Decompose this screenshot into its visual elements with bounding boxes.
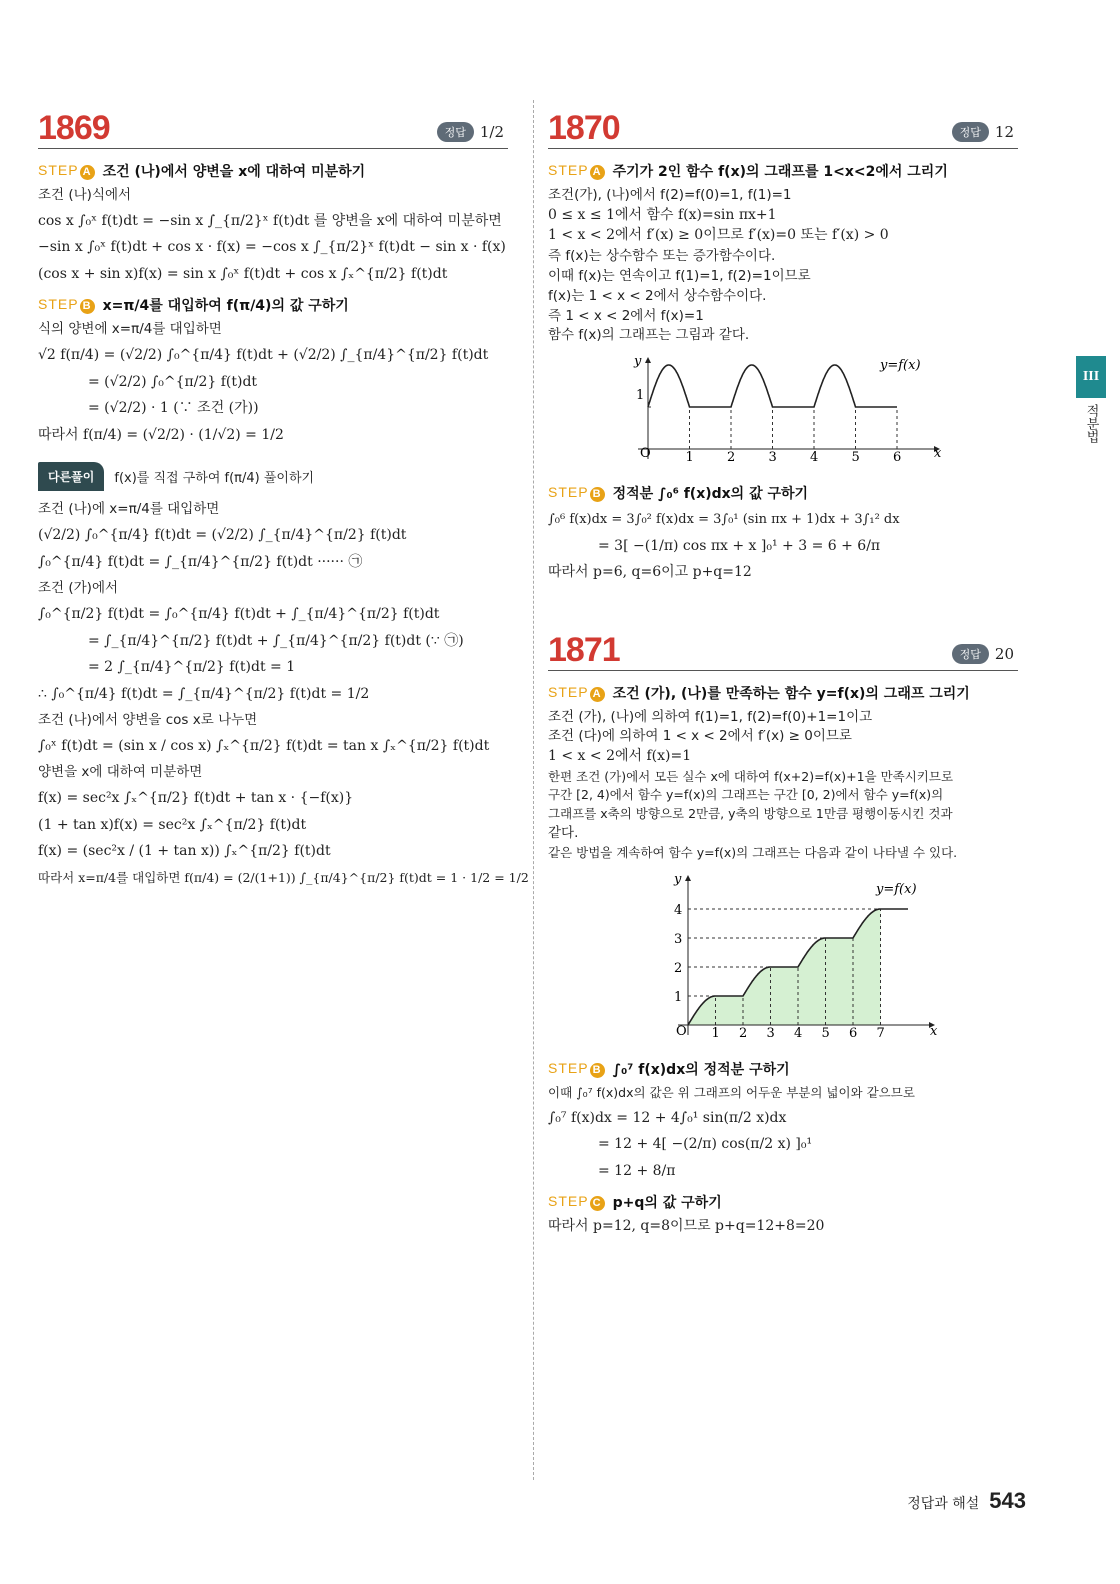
step-badge: C [590, 1196, 605, 1211]
equation-line: = 2 ∫_{π/4}^{π/2} f(t)dt = 1 [88, 659, 296, 675]
text-line: 이때 ∫₀⁷ f(x)dx의 값은 위 그래프의 어두운 부분의 넓이와 같으므로 [548, 1085, 915, 1101]
answer-value: 12 [994, 123, 1014, 141]
step-a-body [548, 709, 1018, 861]
x-axis-label: x [930, 1024, 938, 1040]
step-title: 주기가 2인 함수 f(x)의 그래프를 1<x<2에서 그리기 [612, 164, 948, 180]
step-b-header [38, 295, 508, 315]
step-label: STEP B [548, 1060, 605, 1078]
column-divider [533, 100, 534, 1480]
step-title: 조건 (나)에서 양변을 x에 대하여 미분하기 [102, 164, 366, 180]
y-tick-label: 1 [674, 990, 683, 1006]
text-line: 조건 (가)에서 [38, 580, 119, 597]
step-a-body [38, 187, 508, 283]
equation-line: 따라서 p=6, q=6이고 p+q=12 [548, 564, 752, 580]
page-number: 543 [989, 1488, 1026, 1513]
text-line: 조건 (나)에 x=π/4를 대입하면 [38, 501, 220, 518]
equation-line: ∴ ∫₀^{π/4} f(t)dt = ∫_{π/4}^{π/2} f(t)dt = 1/2 [38, 685, 370, 702]
step-b-body [38, 321, 508, 444]
x-tick-label: 1 [711, 1026, 720, 1040]
answer-box [952, 122, 1014, 142]
x-tick-label: 3 [768, 450, 777, 464]
text-line: 같다. [548, 824, 579, 841]
footer-text: 정답과 해설 [907, 1496, 980, 1512]
x-tick-label: 2 [727, 450, 736, 464]
y-tick-label: 3 [674, 932, 683, 948]
text-line: 함수 f(x)의 그래프는 그림과 같다. [548, 327, 750, 344]
step-function-graph [648, 869, 1068, 1039]
page-footer [907, 1488, 1026, 1514]
x-tick-label: 3 [766, 1026, 775, 1040]
equation-line: ∫₀^{π/4} f(t)dt = ∫_{π/4}^{π/2} f(t)dt ······ ㉠ [38, 553, 363, 570]
step-title: p+q의 값 구하기 [612, 1195, 722, 1212]
step-title: x=π/4를 대입하여 f(π/4)의 값 구하기 [102, 298, 349, 315]
equation-line: ∫₀⁷ f(x)dx = 12 + 4∫₀¹ sin(π/2 x)dx [548, 1109, 787, 1126]
step-b-body [548, 512, 1018, 581]
equation-line: 0 ≤ x ≤ 1에서 함수 f(x)=sin πx+1 [548, 206, 777, 223]
equation-line: 따라서 f(π/4) = (√2/2) · (1/√2) = 1/2 [38, 426, 284, 443]
step-c-body [548, 1218, 1018, 1236]
step-badge: B [590, 1063, 605, 1078]
text-line: 조건 (나)에서 양변을 cos x로 나누면 [38, 712, 258, 728]
equation-line: f(x) = sec²x ∫ₓ^{π/2} f(t)dt + tan x · {−f(x)} [38, 790, 354, 807]
equation-line: −sin x ∫₀ˣ f(t)dt + cos x · f(x) = −cos x ∫_{π/2}ˣ f(t)dt − sin x · f(x) [38, 239, 506, 256]
text-line: 식의 양변에 x=π/4를 대입하면 [38, 321, 222, 338]
answer-box [437, 122, 504, 142]
equation-line: = (√2/2) · 1 (∵ 조건 (가)) [88, 400, 259, 417]
problem-header [548, 100, 1018, 149]
x-tick-label: 5 [851, 450, 860, 464]
step-b-body [548, 1085, 1018, 1180]
x-tick-labels [712, 1026, 885, 1039]
text-line: 조건 (가), (나)에 의하여 f(1)=1, f(2)=f(0)+1=1이고 [548, 708, 873, 725]
alternate-solution-tag: 다른풀이 [38, 462, 104, 491]
step-badge: B [590, 487, 605, 502]
step-b-header [548, 483, 1018, 503]
text-line: 조건 (나)식에서 [38, 187, 132, 203]
guide-lines [648, 407, 897, 449]
text-line: 조건(가), (나)에서 f(2)=f(0)=1, f(1)=1 [548, 187, 792, 203]
equation-line: = 12 + 8/π [598, 1162, 676, 1179]
right-column [548, 100, 1018, 1239]
step-badge: A [590, 687, 605, 702]
x-axis-label: x [934, 446, 942, 462]
curve-label: y=f(x) [876, 882, 917, 898]
chapter-label: 적분법 [1083, 404, 1099, 443]
equation-line: 1 < x < 2에서 f′(x) ≥ 0이므로 f′(x)=0 또는 f′(x) > 0 [548, 227, 889, 244]
text-line: 즉 1 < x < 2에서 f(x)=1 [548, 307, 704, 324]
x-tick-labels [686, 450, 902, 463]
x-tick-label: 4 [810, 450, 819, 464]
problem-1869 [38, 100, 529, 894]
equation-line: cos x ∫₀ˣ f(t)dt = −sin x ∫_{π/2}ˣ f(t)dt 를 양변을 x에 대하여 미분하면 [38, 212, 502, 229]
step-badge: A [590, 165, 605, 180]
answer-value: 1/2 [479, 123, 504, 141]
answer-tag: 정답 [437, 122, 474, 142]
x-tick-label: 5 [821, 1026, 830, 1040]
text-line: 구간 [2, 4)에서 함수 y=f(x)의 그래프는 구간 [0, 2)에서 함수 y=f(x)의 [548, 787, 944, 803]
step-a-body [548, 187, 1018, 344]
text-line: 그래프를 x축의 방향으로 2만큼, y축의 방향으로 1만큼 평행이동시킨 것과 [548, 806, 953, 821]
step-label: STEP C [548, 1193, 605, 1211]
step-title: 조건 (가), (나)를 만족하는 함수 y=f(x)의 그래프 그리기 [612, 685, 970, 702]
text-line: 조건 (다)에 의하여 1 < x < 2에서 f′(x) ≥ 0이므로 [548, 728, 852, 745]
step-a-header [38, 161, 508, 181]
equation-line: 1 < x < 2에서 f(x)=1 [548, 748, 692, 765]
x-tick-label: 6 [893, 450, 902, 464]
function-curve [648, 365, 897, 407]
y-axis-arrow [685, 875, 691, 881]
step-badge: B [80, 299, 95, 314]
equation-line: ∫₀^{π/2} f(t)dt = ∫₀^{π/4} f(t)dt + ∫_{π/4}^{π/2} f(t)dt [38, 606, 440, 622]
y-axis-label: y [674, 872, 682, 888]
y-tick-labels [674, 903, 682, 1005]
problem-1870 [548, 100, 1018, 582]
equation-line: = ∫_{π/4}^{π/2} f(t)dt + ∫_{π/4}^{π/2} f(t)dt (∵ ㉠) [88, 632, 464, 649]
text-line: 즉 f(x)는 상수함수 또는 증가함수이다. [548, 247, 776, 264]
x-tick-label: 7 [876, 1026, 885, 1040]
curve-label: y=f(x) [880, 358, 921, 374]
step-a-header [548, 683, 1018, 703]
y-axis-arrow [645, 357, 651, 363]
origin-label: O [676, 1024, 687, 1040]
step-badge: A [80, 165, 95, 180]
text-line: 같은 방법을 계속하여 함수 y=f(x)의 그래프는 다음과 같이 나타낼 수 있다. [548, 844, 958, 860]
equation-line: 따라서 p=12, q=8이므로 p+q=12+8=20 [548, 1218, 825, 1235]
y-tick-label: 2 [674, 961, 683, 977]
problem-number: 1871 [548, 630, 620, 669]
x-tick-label: 6 [849, 1026, 858, 1040]
origin-label: O [640, 446, 651, 462]
step-label: STEP B [38, 296, 95, 314]
problem-header [38, 100, 508, 149]
equation-line: 따라서 x=π/4를 대입하면 f(π/4) = (2/(1+1)) ∫_{π/4}^{π/2} f(t)dt = 1 · 1/2 = 1/2 [38, 869, 529, 885]
y-tick-label: 4 [674, 903, 683, 919]
step-b-header [548, 1059, 1018, 1079]
answer-tag: 정답 [952, 644, 989, 664]
step-label: STEP B [548, 484, 605, 502]
problem-1871 [548, 622, 1018, 1236]
answer-box [952, 644, 1014, 664]
text-line: f(x)는 1 < x < 2에서 상수함수이다. [548, 287, 767, 304]
problem-header [548, 622, 1018, 671]
answer-value: 20 [994, 644, 1014, 663]
step-title: 정적분 ∫₀⁶ f(x)dx의 값 구하기 [612, 486, 809, 503]
equation-line: (1 + tan x)f(x) = sec²x ∫ₓ^{π/2} f(t)dt [38, 816, 307, 833]
alternate-solution-header [38, 462, 508, 491]
alternate-solution-body [38, 501, 529, 885]
chapter-roman: III [1076, 356, 1106, 398]
alternate-solution-title: f(x)를 직접 구하여 f(π/4) 풀이하기 [114, 471, 315, 487]
equation-line: = 3[ −(1/π) cos πx + x ]₀¹ + 3 = 6 + 6/π [598, 537, 881, 554]
equation-line: (√2/2) ∫₀^{π/4} f(t)dt = (√2/2) ∫_{π/4}^{π/2} f(t)dt [38, 527, 407, 544]
step-label: STEP A [38, 162, 95, 180]
equation-line: = (√2/2) ∫₀^{π/2} f(t)dt [88, 373, 258, 390]
step-title: ∫₀⁷ f(x)dx의 정적분 구하기 [612, 1062, 790, 1079]
text-line: 한편 조건 (가)에서 모든 실수 x에 대하여 f(x+2)=f(x)+1을 만족시키므로 [548, 768, 954, 784]
problem-number: 1870 [548, 109, 620, 147]
step-label: STEP A [548, 162, 605, 180]
x-tick-label: 2 [739, 1026, 748, 1040]
y-axis-label: y [634, 354, 642, 370]
step-label: STEP A [548, 684, 605, 702]
equation-line: ∫₀ˣ f(t)dt = (sin x / cos x) ∫ₓ^{π/2} f(t)dt = tan x ∫ₓ^{π/2} f(t)dt [38, 737, 490, 754]
text-line: 양변을 x에 대하여 미분하면 [38, 764, 203, 781]
equation-line: (cos x + sin x)f(x) = sin x ∫₀ˣ f(t)dt + cos x ∫ₓ^{π/2} f(t)dt [38, 265, 448, 282]
periodic-function-graph [548, 353, 948, 463]
step-c-header [548, 1192, 1018, 1212]
x-tick-label: 4 [794, 1026, 803, 1040]
text-line: 이때 f(x)는 연속이고 f(1)=1, f(2)=1이므로 [548, 267, 811, 284]
chapter-tab [1076, 356, 1106, 443]
equation-line: = 12 + 4[ −(2/π) cos(π/2 x) ]₀¹ [598, 1136, 813, 1153]
equation-line: √2 f(π/4) = (√2/2) ∫₀^{π/4} f(t)dt + (√2/2) ∫_{π/4}^{π/2} f(t)dt [38, 347, 489, 364]
equation-line: f(x) = (sec²x / (1 + tan x)) ∫ₓ^{π/2} f(t)dt [38, 843, 331, 860]
answer-tag: 정답 [952, 122, 989, 142]
y-tick-label: 1 [636, 388, 645, 404]
step-a-header [548, 161, 1018, 181]
equation-line: ∫₀⁶ f(x)dx = 3∫₀² f(x)dx = 3∫₀¹ (sin πx + 1)dx + 3∫₁² dx [548, 512, 900, 528]
x-tick-label: 1 [685, 450, 694, 464]
problem-number: 1869 [38, 109, 110, 147]
